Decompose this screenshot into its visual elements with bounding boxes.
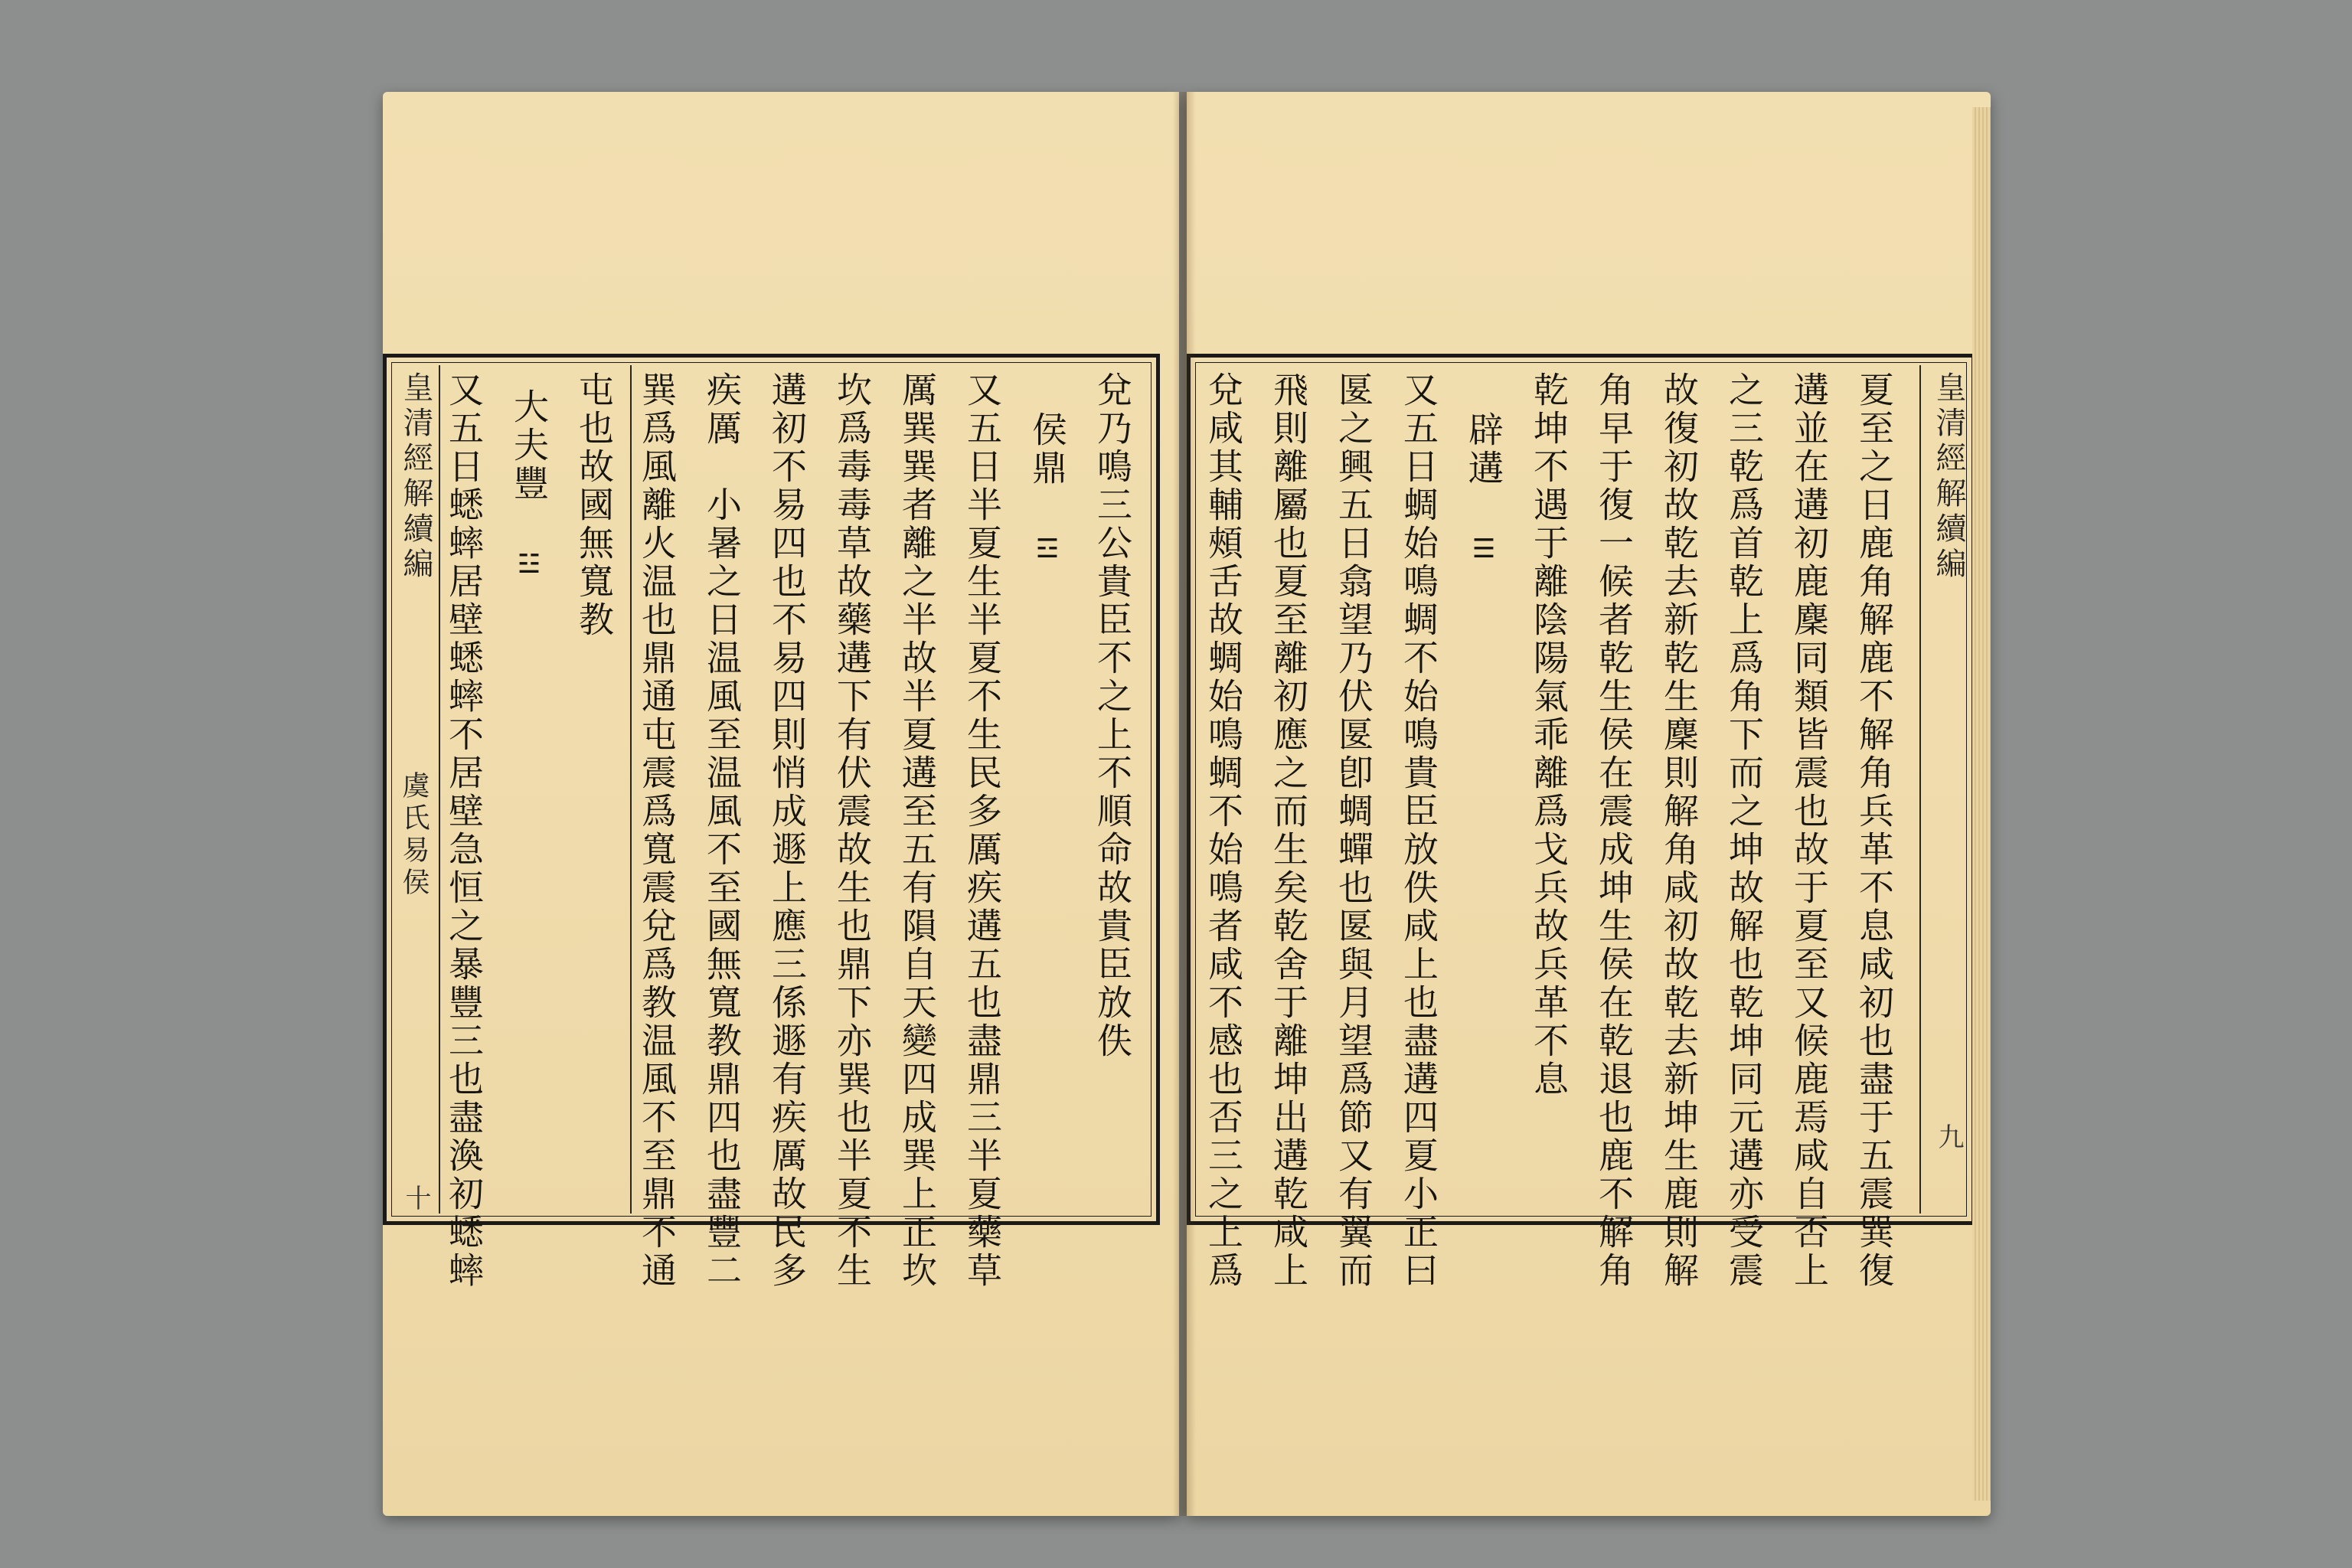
page-edge (1972, 107, 1991, 1501)
right-column-8: 又五日蜩始鳴蜩不始鳴貴臣放佚咸上也盡遘四夏小正曰 (1398, 371, 1439, 1290)
left-column-9: 屯也故國無寬教 (573, 371, 615, 639)
left-margin-section: 虞氏易侯 (398, 771, 430, 900)
right-column-9: 匽之興五日翕望乃伏匽卽蜩蟬也匽與月望爲節又有翼而 (1333, 371, 1374, 1290)
left-column-4: 厲巽巽者離之半故半夏遘至五有隕自天變四成巽上正坎 (897, 371, 938, 1290)
left-column-6: 遘初不易四也不易四則悄成遯上應三係遯有疾厲故民多 (766, 371, 808, 1290)
left-folio: 十 (400, 1184, 431, 1210)
right-column-2: 遘並在遘初鹿麇同類皆震也故于夏至又候鹿焉咸自否上 (1788, 371, 1830, 1290)
left-column-2: 侯鼎☲ (1027, 411, 1068, 564)
right-margin-rule (1919, 365, 1921, 1214)
trigram-gou-icon: ☰ (1468, 534, 1499, 564)
right-column-3: 之三乾爲首乾上爲角下而之坤故解也乾坤同元遘亦受震 (1723, 371, 1765, 1290)
left-page (383, 92, 1179, 1516)
trigram-ding-icon: ☲ (1032, 534, 1063, 564)
trigram-feng-icon: ☳ (514, 549, 544, 580)
left-column-3: 又五日半夏生半夏不生民多厲疾遘五也盡鼎三半夏藥草 (962, 371, 1003, 1290)
left-column-10: 大夫豐☳ (508, 388, 550, 580)
right-column-4: 故復初故乾去新乾生麇則解角咸初故乾去新坤生鹿則解 (1658, 371, 1700, 1290)
right-folio: 九 (1933, 1123, 1964, 1149)
right-column-7: 辟遘☰ (1463, 411, 1504, 564)
left-column-11: 又五日蟋蟀居壁蟋蟀不居壁急恒之暴豐三也盡渙初蟋蟀 (443, 371, 485, 1290)
right-column-6: 乾坤不遇于離陰陽氣乖離爲戈兵故兵革不息 (1528, 371, 1570, 1099)
right-page (1187, 92, 1991, 1516)
right-text-frame (1187, 354, 1975, 1290)
left-margin-title: 皇清經解續編 (398, 371, 433, 583)
left-column-5: 坎爲毒毒草故藥遘下有伏震故生也鼎下亦巽也半夏不生 (831, 371, 873, 1290)
right-column-5: 角早于復一候者乾生侯在震成坤生侯在乾退也鹿不解角 (1593, 371, 1635, 1290)
open-book (360, 92, 1998, 1516)
right-column-11: 兌咸其輔頰舌故蜩始鳴蜩不始鳴者咸不感也否三之上爲 (1203, 371, 1244, 1290)
right-column-10: 飛則離屬也夏至離初應之而生矣乾舍于離坤出遘乾咸上 (1268, 371, 1309, 1290)
left-column-8: 巽爲風離火温也鼎通屯震爲寬震兌爲教温風不至鼎不通 (636, 371, 678, 1290)
right-margin-title: 皇清經解續編 (1931, 371, 1966, 583)
left-text-frame (383, 354, 1160, 1290)
left-margin-rule (439, 365, 440, 1214)
right-column-1: 夏至之日鹿角解鹿不解角兵革不息咸初也盡于五震巽復 (1854, 371, 1895, 1290)
left-column-1: 兌乃鳴三公貴臣不之上不順命故貴臣放佚 (1092, 371, 1133, 1060)
book-gutter (1173, 92, 1196, 1516)
left-column-rule (630, 365, 632, 1214)
left-column-7: 疾厲 小暑之日温風至温風不至國無寬教鼎四也盡豐二 (701, 371, 743, 1290)
